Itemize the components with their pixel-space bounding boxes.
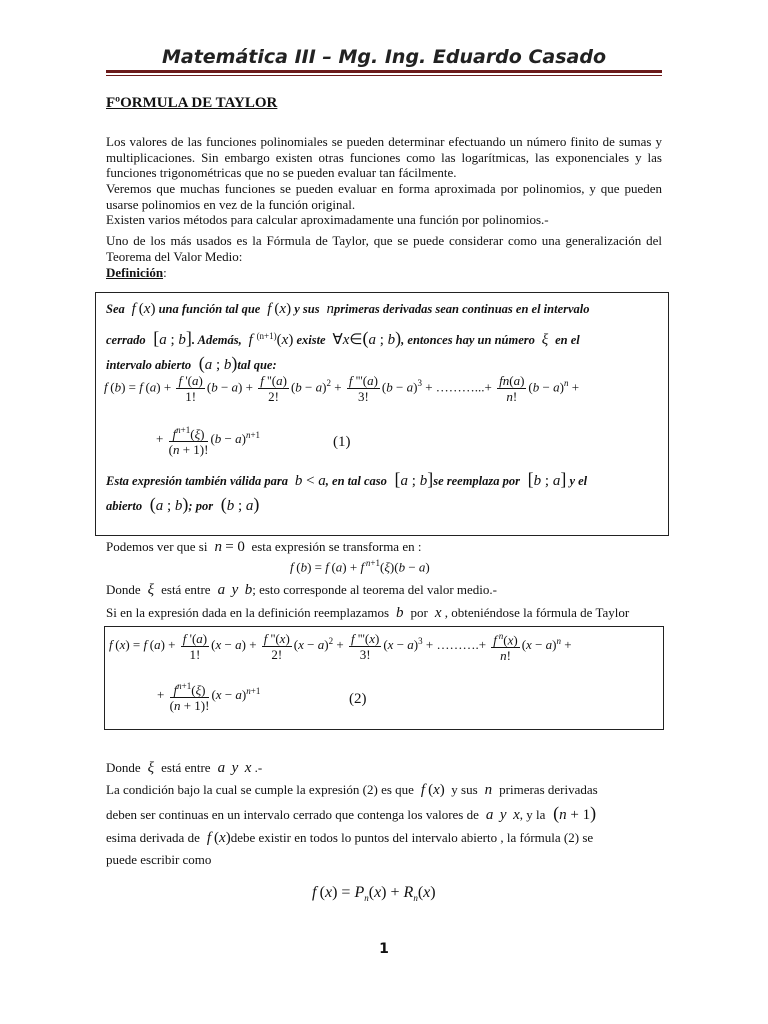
taylor-formula-box xyxy=(104,626,664,730)
equation-number-1: (1) xyxy=(333,434,351,450)
def-esta: Esta expresión también válida para xyxy=(106,474,288,488)
closing-line-5: puede escribir como xyxy=(106,852,212,867)
after-def-line-1: Podemos ver que si n = 0 esta expresión se transforma en : xyxy=(106,539,422,555)
section-title: FºORMULA DE TAYLOR xyxy=(106,95,278,111)
def-cerrado: cerrado xyxy=(106,333,146,347)
after-def-text-1b: esta expresión se transforma en : xyxy=(251,539,422,554)
definition-heading xyxy=(106,265,167,281)
def-line-2: cerrado [a ; b]. Además, f $^{(n+1)}$(x) existe ∀x∈(a ; b), entonces hay un número ξ en el xyxy=(106,328,580,348)
def-enel: en el xyxy=(555,333,580,347)
def-line-7: abierto (a ; b); por (b ; a) xyxy=(106,494,260,514)
taylor-formula-b: f (b) = f (a) + $\frac{f '(a)}{1!}$ (b − a) + $\frac{f ''(a)}{2!}$ $(b - a)^2$ + $\frac{f '''(a)}{3!}$ $(b - a)^3$ + ………...+ $\frac{fn(a)}{n!}$ $(b - a)^n$ + xyxy=(104,373,580,404)
mean-value-formula: f (b) = f (a) + f $^{n+1}$(ξ)(b − a) xyxy=(290,558,430,575)
definition-colon: : xyxy=(163,265,167,280)
def-ysus: y sus xyxy=(294,302,320,316)
def-entonces: , entonces hay un número xyxy=(401,333,535,347)
taylor-remainder-b: + $\frac{f^{n+1}(\xi)}{(n + 1)!}$ $(b - a)^{n+1}$ xyxy=(156,425,261,458)
closing-text-4a: esima derivada de xyxy=(106,830,200,845)
definition-box xyxy=(95,292,669,536)
after-def-text-3b: está entre xyxy=(161,582,211,597)
intro-paragraph-4: Uno de los más usados es la Fórmula de Taylor, que se puede considerar como una generalización del Teorema del Valor Medio: xyxy=(106,233,662,264)
def-yel: y el xyxy=(569,474,588,488)
def-talque: tal que: xyxy=(237,358,277,372)
closing-text-2b: y sus xyxy=(451,782,478,797)
def-primeras: primeras derivadas sean continuas en el intervalo xyxy=(333,302,590,316)
closing-line-2: La condición bajo la cual se cumple la expresión (2) es que f (x) y sus n primeras derivadas xyxy=(106,782,598,798)
after-def-text-4c: , obteniéndose la fórmula de Taylor xyxy=(444,605,630,620)
after-def-text-4a: Si en la expresión dada en la definición reemplazamos xyxy=(106,605,390,620)
def-line-1: Sea f (x) una función tal que f (x) y sus nprimeras derivadas sean continuas en el intervalo xyxy=(106,301,590,317)
closing-text-4b: debe existir en todos lo puntos del intervalo abierto , la fórmula (2) se xyxy=(230,830,594,845)
after-def-line-4: Si en la expresión dada en la definición reemplazamos b por x , obteniéndose la fórmula de Taylor xyxy=(106,605,630,621)
intro-paragraph-3: Existen varios métodos para calcular aproximadamente una función por polinomios.- xyxy=(106,212,549,227)
definition-label: Definición xyxy=(106,265,164,280)
def-abierto: abierto xyxy=(106,499,143,513)
taylor-formula-x: f (x) = f (a) + $\frac{f '(a)}{1!}$ (x − a) + $\frac{f ''(x)}{2!}$ $(x - a)^2$ + $\frac{f '''(x)}{3!}$ $(x - a)^3$ + ……….+ $\frac{f ^n(x)}{n!}$ $(x - a)^n$ + xyxy=(109,630,572,664)
def-ademas: . Además, xyxy=(191,333,242,347)
def-existe: existe xyxy=(296,333,326,347)
def-entalcaso: , en tal caso xyxy=(325,474,387,488)
after-def-line-3: Donde ξ está entre a y b; esto corresponde al teorema del valor medio.- xyxy=(106,582,497,598)
closing-text-2c: primeras derivadas xyxy=(499,782,598,797)
closing-line-1: Donde ξ está entre a y x .- xyxy=(106,760,263,776)
header-rule-thin xyxy=(106,75,662,76)
taylor-remainder-x: + $\frac{f^{n+1}(\xi)}{(n + 1)!}$ $(x - a)^{n+1}$ xyxy=(157,681,261,714)
closing-text-1b: está entre xyxy=(161,760,211,775)
def-sereemplaza: se reemplaza por xyxy=(433,474,521,488)
after-def-text-1a: Podemos ver que si xyxy=(106,539,208,554)
after-def-text-4b: por xyxy=(410,605,428,620)
def-sea: Sea xyxy=(106,302,125,316)
page-header-title: Matemática III – Mg. Ing. Eduardo Casado xyxy=(161,46,607,68)
closing-text-3b: , y la xyxy=(519,807,546,822)
intro-paragraph-2: Veremos que muchas funciones se pueden evaluar en forma aproximada por polinomios, y que pueden usarse polinomios en vez de la función original. xyxy=(106,181,662,212)
def-intervalo: intervalo abierto xyxy=(106,358,192,372)
equation-number-2: (2) xyxy=(349,691,367,707)
intro-paragraph-1: Los valores de las funciones polinomiales se pueden determinar efectuando un número finito de sumas y multiplicaciones. Sin embargo existen otras funciones como las logarítmicas, las exponenciales y las funciones trigonométricas que no se pueden evaluar tan fácilmente. xyxy=(106,134,662,180)
page-number: 1 xyxy=(379,941,389,957)
def-por: ; por xyxy=(188,499,214,513)
header-rule-thick xyxy=(106,70,662,73)
taylor-polynomial-formula: f $(x) = P_n(x) + R_n(x)$ xyxy=(312,884,436,904)
def-line-3: intervalo abierto (a ; b)tal que: xyxy=(106,353,277,373)
def-una: una función tal que xyxy=(158,302,261,316)
after-def-text-3a: Donde xyxy=(106,582,141,597)
closing-text-1a: Donde xyxy=(106,760,141,775)
closing-line-4: esima derivada de f (x)debe existir en todos lo puntos del intervalo abierto , la fórmula (2) se xyxy=(106,830,594,846)
closing-text-2a: La condición bajo la cual se cumple la expresión (2) es que xyxy=(106,782,414,797)
closing-line-3: deben ser continuas en un intervalo cerrado que contenga los valores de a y x, y la (n + 1) xyxy=(106,803,597,823)
closing-text-1c: .- xyxy=(254,760,263,775)
after-def-text-3c: ; esto corresponde al teorema del valor medio.- xyxy=(252,582,497,597)
def-line-6: Esta expresión también válida para b < a, en tal caso [a ; b]se reemplaza por [b ; a] y el xyxy=(106,469,588,489)
closing-text-3a: deben ser continuas en un intervalo cerrado que contenga los valores de xyxy=(106,807,479,822)
